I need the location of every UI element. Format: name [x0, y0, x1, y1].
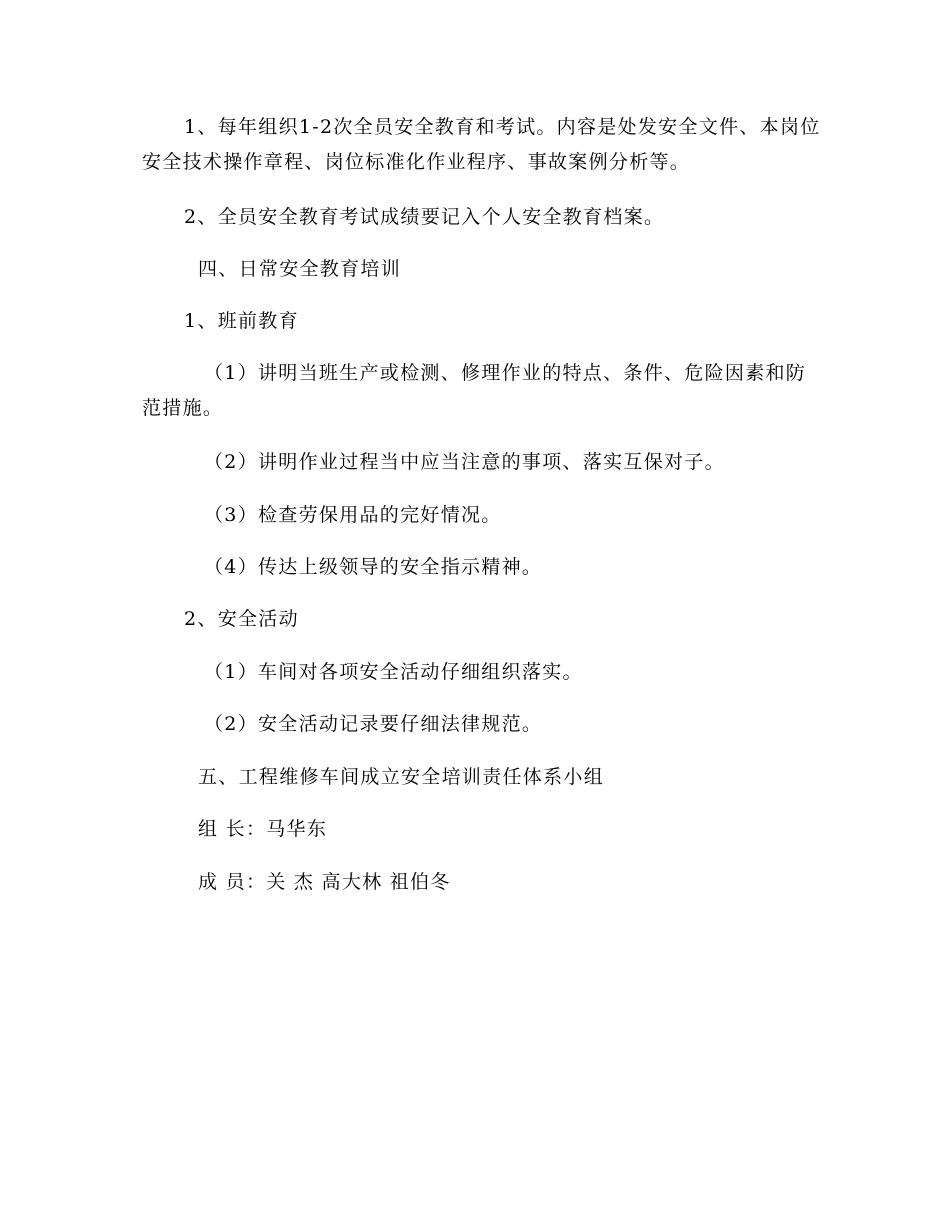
paragraph-annual-exam: 1、每年组织1-2次全员安全教育和考试。内容是处发安全文件、本岗位安全技术操作章程、岗位标准化作业程序、事故案例分析等。 [142, 116, 821, 173]
subheading-pre-shift-education: 1、班前教育 [184, 310, 299, 332]
list-item-pre-shift-2: （2）讲明作业过程当中应当注意的事项、落实互保对子。 [204, 451, 725, 473]
section-heading-daily-training: 四、日常安全教育培训 [198, 258, 402, 280]
list-item-pre-shift-1: （1）讲明当班生产或检测、修理作业的特点、条件、危险因素和防范措施。 [142, 362, 807, 419]
list-item-pre-shift-3: （3）检查劳保用品的完好情况。 [204, 504, 502, 526]
group-members-line: 成 员：关 杰 高大林 祖伯冬 [198, 871, 451, 893]
list-item-pre-shift-4: （4）传达上级领导的安全指示精神。 [204, 556, 543, 578]
list-item-activity-2: （2）安全活动记录要仔细法律规范。 [204, 713, 543, 735]
section-heading-responsibility-group: 五、工程维修车间成立安全培训责任体系小组 [198, 766, 605, 788]
subheading-safety-activities: 2、安全活动 [184, 608, 299, 630]
paragraph-exam-records: 2、全员安全教育考试成绩要记入个人安全教育档案。 [184, 206, 665, 228]
list-item-activity-1: （1）车间对各项安全活动仔细组织落实。 [204, 661, 583, 683]
group-leader-line: 组 长：马华东 [198, 818, 328, 840]
